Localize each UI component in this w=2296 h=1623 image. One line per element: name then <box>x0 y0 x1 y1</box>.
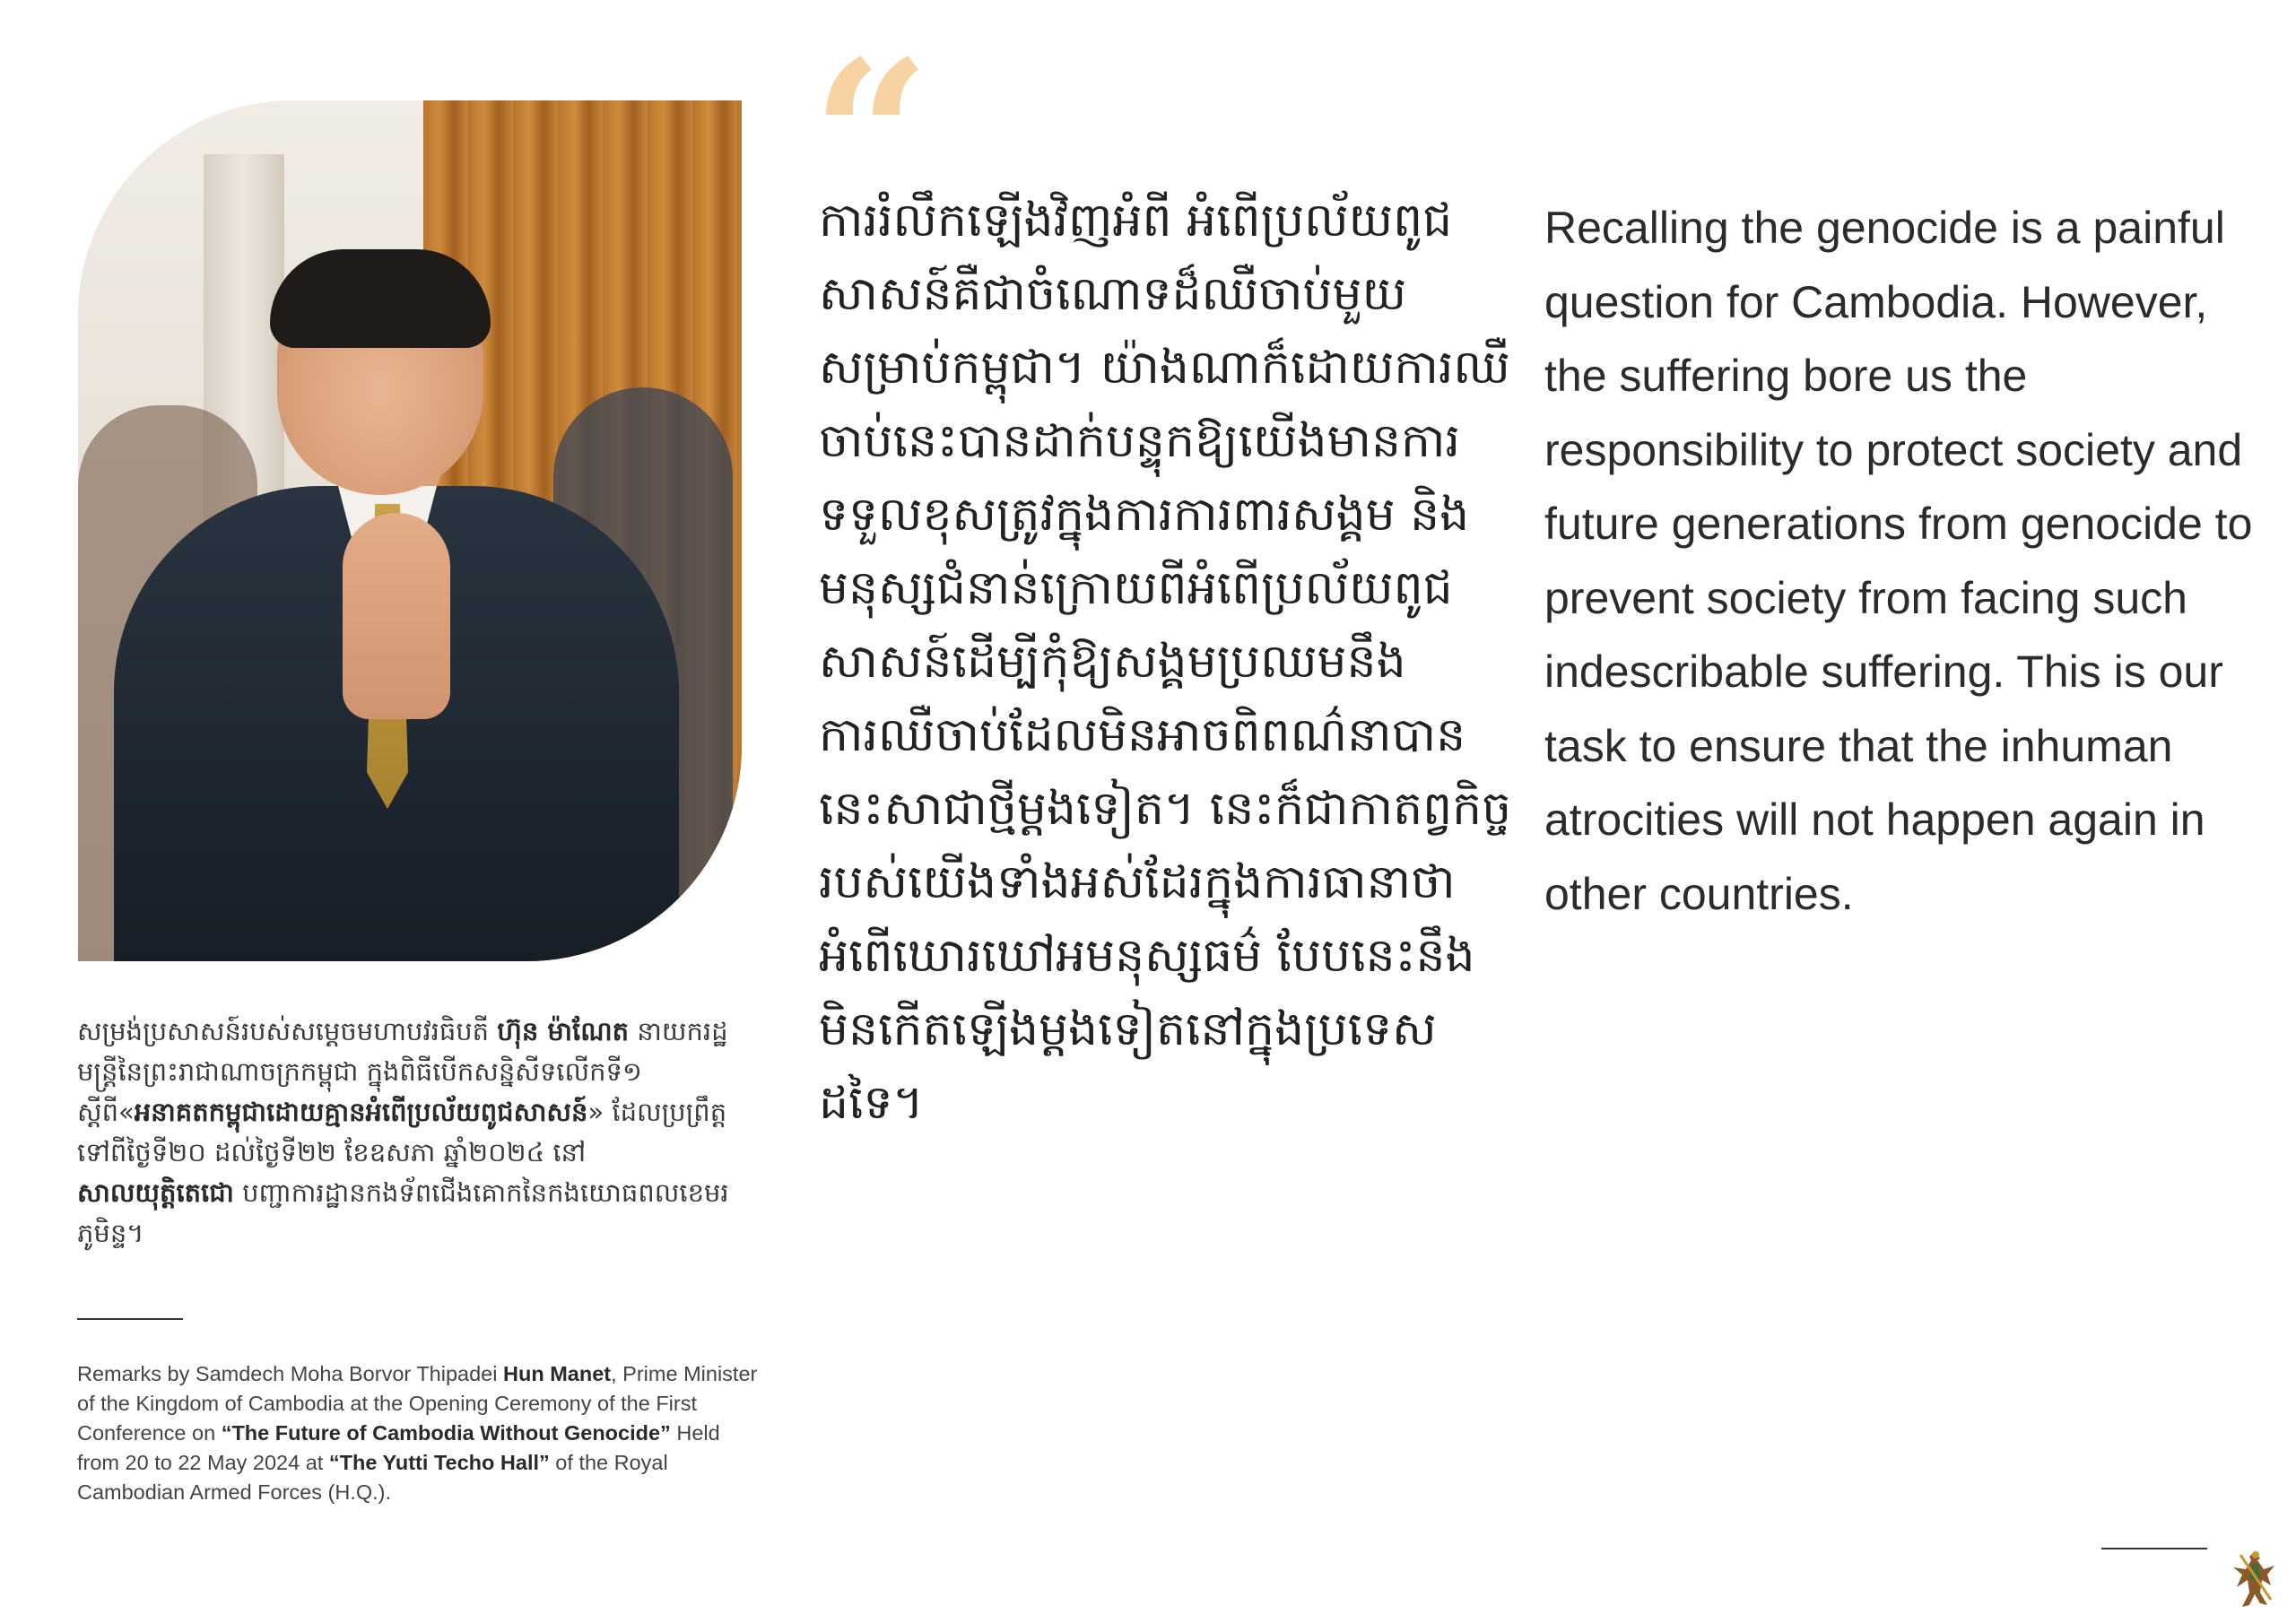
photo-hair <box>270 249 491 348</box>
portrait-photo <box>78 100 742 961</box>
footer-divider <box>2101 1548 2207 1549</box>
quote-mark-icon: “ <box>812 16 931 258</box>
caption-khmer-venue: សាលយុត្តិតេជោ <box>77 1177 234 1208</box>
caption-khmer-text: សម្រង់ប្រសាសន៍របស់សម្តេចមហាបវរធិបតី <box>77 1016 498 1046</box>
caption-english-text: of the Royal Cambodian Armed Forces (H.Q.). <box>77 1451 668 1504</box>
caption-divider <box>77 1318 183 1320</box>
quote-english: Recalling the genocide is a painful question for Cambodia. However, the suffering bore us the responsibility to protect society and future generations from genocide to prevent society from facing such indescribable suffering. This is our task to ensure that the inhuman atrocities will not happen again in other countries. <box>1544 203 2253 919</box>
caption-khmer-name: ហ៊ុន ម៉ាណែត <box>497 1016 630 1046</box>
warrior-emblem-icon <box>2228 1546 2283 1612</box>
caption-english-text: Remarks by Samdech Moha Borvor Thipadei <box>77 1362 504 1385</box>
caption-english <box>77 1359 759 1507</box>
caption-english-text: Held from 20 to 22 May 2024 at <box>77 1421 720 1474</box>
caption-khmer-conference: អនាគតកម្ពុជាដោយគ្មានអំពើប្រល័យពូជសាសន៍ <box>134 1097 588 1127</box>
caption-khmer <box>77 1011 741 1254</box>
caption-english-name: Hun Manet <box>503 1362 612 1385</box>
quote-khmer: ការរំលឹកឡើងវិញអំពី អំពើប្រល័យពូជសាសន៍គឺជាចំណោទដ៏ឈឺចាប់មួយសម្រាប់កម្ពុជា។ យ៉ាងណាក៏ដោយការឈឺចាប់នេះបានដាក់បន្ទុកឱ្យយើងមានការទទួលខុសត្រូវក្នុងការការពារសង្គម និងមនុស្សជំនាន់ក្រោយពីអំពើប្រល័យពូជសាសន៍ដើម្បីកុំឱ្យសង្គមប្រឈមនឹងការឈឺចាប់ដែលមិនអាចពិពណ៌នាបាននេះសាជាថ្មីម្តងទៀត។ នេះក៏ជាកាតព្វកិច្ចរបស់យើងទាំងអស់ដែរក្នុងការធានាថាអំពើឃោរឃៅអមនុស្សធម៌ បែបនេះនឹងមិនកើតឡើងម្តងទៀតនៅក្នុងប្រទេសដទៃ។ <box>819 194 1512 1130</box>
caption-english-venue: “The Yutti Techo Hall” <box>328 1451 550 1474</box>
caption-khmer-text: » ដែលប្រព្រឹត្តទៅពីថ្ងៃទី២០ ដល់ថ្ងៃទី២២ ខែឧសភា ឆ្នាំ២០២៤ នៅ <box>77 1097 727 1167</box>
caption-english-conference: “The Future of Cambodia Without Genocide” <box>221 1421 671 1445</box>
caption-khmer-text: បញ្ជាការដ្ឋានកងទ័ពជើងគោកនៃកងយោធពលខេមរភូមិន្ទ។ <box>77 1177 729 1248</box>
caption-english-text: , Prime Minister of the Kingdom of Cambodia at the Opening Ceremony of the First Conference on <box>77 1362 758 1445</box>
caption-khmer-text: នាយករដ្ឋមន្ត្រីនៃព្រះរាជាណាចក្រកម្ពុជា ក្នុងពិធីបើកសន្និសីទលើកទី១ ស្តីពី« <box>77 1016 728 1127</box>
photo-praying-hands <box>343 513 450 719</box>
